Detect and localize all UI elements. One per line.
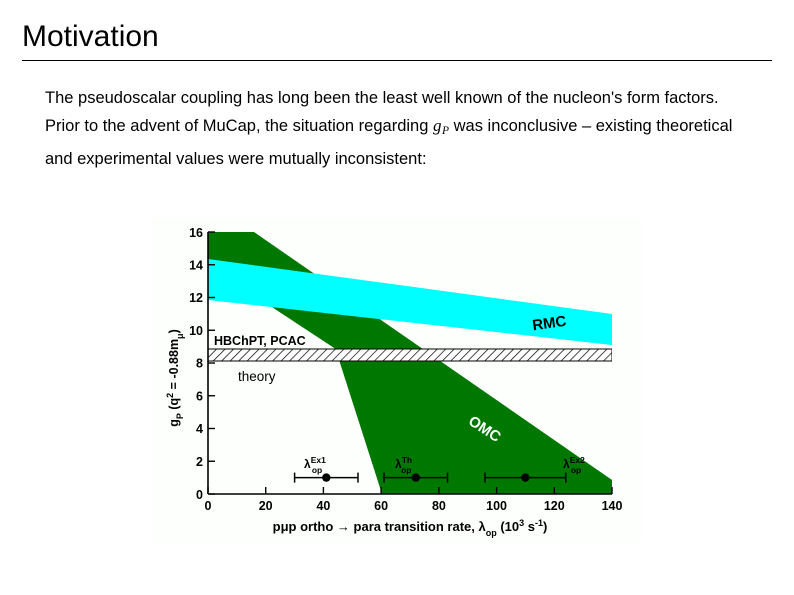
figure-gp-vs-lambda-op — [152, 218, 642, 543]
math-symbol-gp — [432, 116, 450, 138]
math-subscript: P — [441, 125, 450, 138]
x-axis-title-mid: para transition rate, λ — [349, 519, 486, 534]
x-tick-label: 60 — [374, 499, 389, 513]
y-axis-title-lead: g — [167, 419, 181, 427]
point-label-sup: Ex2 — [569, 455, 585, 465]
x-axis-title-lam-sub: op — [485, 528, 497, 538]
y-axis-title-lead-sub: P — [175, 413, 185, 420]
paragraph-part-1: The pseudoscalar coupling has long been the least well known of the nucleon's form factors. Prior to the advent of MuCap, the situation regarding — [45, 89, 728, 135]
title-divider — [22, 60, 772, 61]
math-base: g — [432, 116, 442, 135]
x-tick-label: 80 — [431, 499, 446, 513]
point-label-sub: op — [311, 465, 323, 475]
x-tick-label: 20 — [258, 499, 273, 513]
y-tick-label: 4 — [196, 422, 203, 436]
plot-svg — [152, 218, 642, 543]
rmc-band-label: RMC — [531, 312, 568, 335]
paragraph-part-2: was inconclusive – existing theoretical and experimental values were mutually inconsistent: — [45, 117, 738, 169]
point-label-sup: Th — [401, 455, 413, 465]
y-tick-label: 2 — [196, 455, 203, 469]
x-axis-title-units-exp: 3 — [519, 518, 525, 528]
y-tick-label: 6 — [196, 389, 203, 404]
x-tick-label: 140 — [601, 499, 623, 513]
y-axis-title-mid: = -0.88m — [167, 338, 181, 393]
page-title: Motivation — [22, 20, 159, 53]
y-tick-label: 16 — [189, 226, 203, 240]
omc-band-label: OMC — [465, 412, 504, 446]
x-axis-title-units-exp2: -1 — [535, 518, 544, 528]
y-axis-title-close: ) — [167, 329, 181, 334]
y-axis-title-open: (q — [167, 397, 181, 414]
x-axis-title-units-end: ) — [543, 519, 548, 534]
y-tick-label: 0 — [196, 488, 203, 502]
x-axis-title-pre: pμp ortho — [272, 519, 337, 534]
point-label-sup: Ex1 — [310, 455, 326, 465]
theory-band-label: HBChPT, PCAC — [214, 334, 306, 348]
theory-hatched-band — [208, 349, 612, 361]
point-label-base: λ — [395, 457, 402, 471]
x-axis-title-arrow: → — [336, 519, 350, 534]
y-axis-title-exp: 2 — [165, 392, 175, 398]
y-tick-label: 10 — [189, 324, 203, 338]
point-label-sub: op — [570, 465, 582, 475]
y-tick-label: 12 — [189, 291, 203, 305]
body-paragraph — [45, 84, 755, 173]
y-tick-label: 14 — [189, 258, 203, 273]
x-tick-label: 0 — [204, 499, 212, 513]
y-axis-title-mu-sub: μ — [175, 333, 185, 339]
x-tick-label: 40 — [316, 499, 331, 513]
x-axis-title-units-pre: (10 — [496, 519, 520, 534]
point-label-base: λ — [304, 457, 311, 471]
point-label-base: λ — [563, 457, 570, 471]
theory-word-label: theory — [238, 369, 276, 384]
x-tick-label: 120 — [543, 499, 565, 513]
x-tick-label: 100 — [486, 499, 508, 513]
x-axis-title-units-post: s — [524, 519, 536, 534]
point-label-sub: op — [401, 465, 412, 475]
y-tick-label: 8 — [196, 356, 203, 371]
